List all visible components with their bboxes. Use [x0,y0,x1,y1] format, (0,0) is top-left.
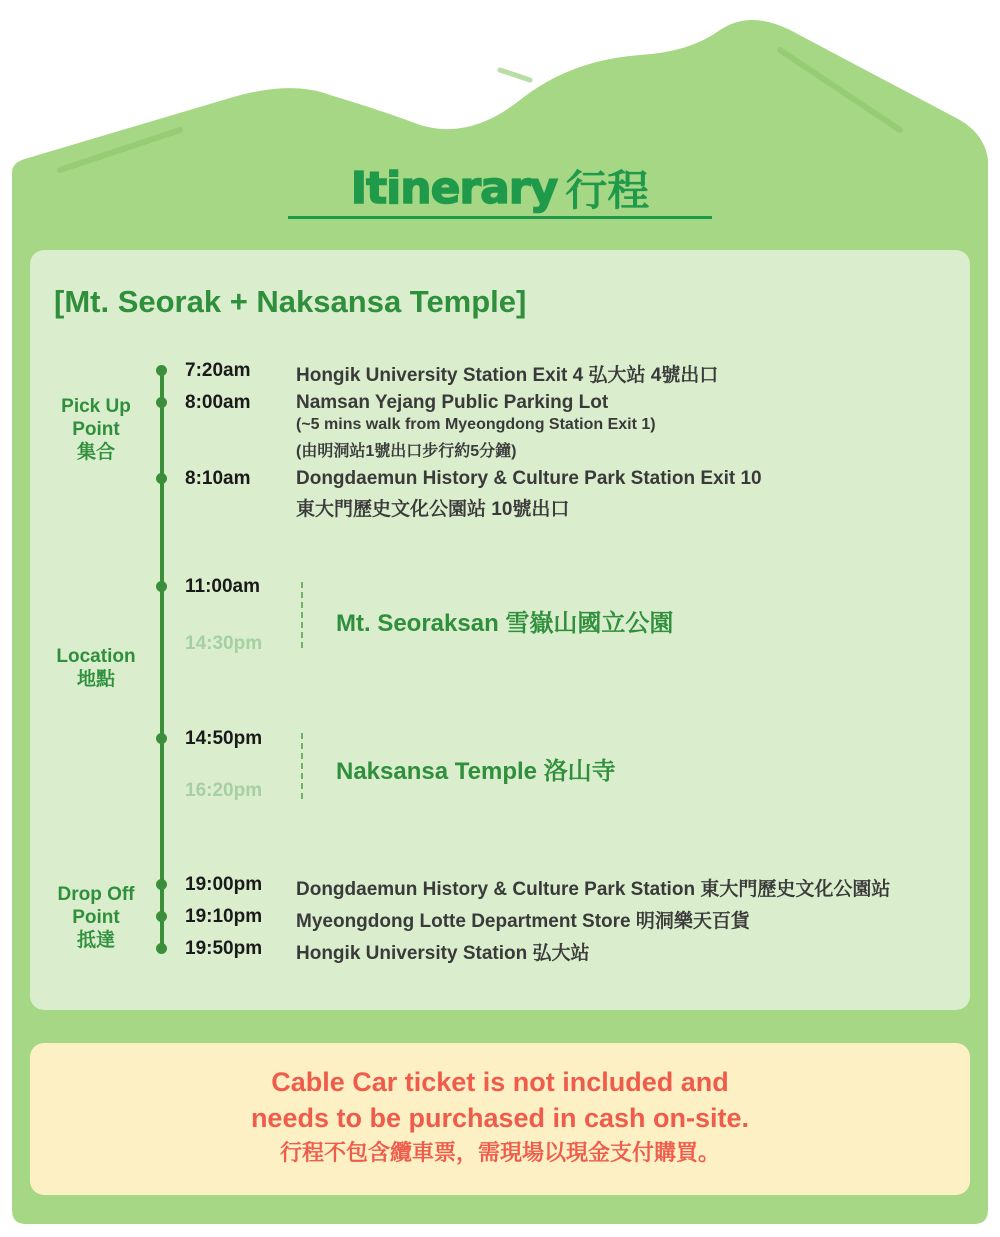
dropoff-desc: Hongik University Station 弘大站 [296,943,590,964]
timeline-dot [156,911,167,922]
location-name: Naksansa Temple 洛山寺 [336,758,616,785]
itinerary-title [288,158,712,224]
title-underline [288,216,712,219]
dropoff-desc: Dongdaemun History & Culture Park Station 東大門歷史文化公園站 [296,879,891,900]
notice-line-1: Cable Car ticket is not included and [271,1067,729,1097]
location-name: Mt. Seoraksan 雪嶽山國立公園 [336,610,674,637]
dropoff-label-line: Drop Off [57,884,135,905]
location-end-time: 16:20pm [185,780,263,801]
notice-line-cn: 行程不包含纜車票，需現場以現金支付購買。 [279,1140,720,1165]
timeline-dot [156,879,167,890]
pickup-label-line: Pick Up [61,396,131,417]
timeline-line [160,368,164,952]
dropoff-desc: Myeongdong Lotte Department Store 明洞樂天百貨 [296,911,750,932]
timeline-dot [156,581,167,592]
timeline-dot [156,473,167,484]
notice-line-2: needs to be purchased in cash on-site. [250,1103,750,1133]
dropoff-time: 19:00pm [185,874,263,895]
pickup-time: 7:20am [185,360,251,381]
pickup-label [41,395,151,464]
tour-title: [Mt. Seorak + Naksansa Temple] [54,284,527,319]
timeline-dot [156,397,167,408]
location-label-line: Location [56,646,136,667]
pickup-desc: Dongdaemun History & Culture Park Station Exit 10 [296,468,762,489]
timeline-dot [156,943,167,954]
title-cn: 行程 [565,166,650,215]
location-start-time: 14:50pm [185,728,263,749]
dropoff-label-line: Point [72,907,120,928]
pickup-time: 8:10am [185,468,251,489]
location-label-line: 地點 [76,669,115,690]
cable-car-notice [30,1043,970,1195]
location-start-time: 11:00am [185,576,261,597]
pickup-desc-note: (~5 mins walk from Myeongdong Station Exit 1) [296,416,656,433]
dropoff-time: 19:50pm [185,938,263,959]
timeline-dot [156,733,167,744]
pickup-time: 8:00am [185,392,251,413]
location-end-time: 14:30pm [185,633,263,654]
location-label [41,645,151,691]
pickup-label-line: 集合 [76,442,115,463]
location-dash [301,733,303,799]
pickup-desc: 東大門歷史文化公園站 10號出口 [296,499,570,520]
location-dash [301,582,303,648]
pickup-desc: Namsan Yejang Public Parking Lot [296,392,609,413]
pickup-desc-note: (由明洞站1號出口步行約5分鐘) [296,443,517,460]
pickup-desc: Hongik University Station Exit 4 弘大站 4號出口 [296,365,719,386]
dropoff-label [41,883,151,952]
dropoff-label-line: 抵達 [76,930,115,951]
timeline-dot [156,365,167,376]
dropoff-time: 19:10pm [185,906,263,927]
pickup-label-line: Point [72,419,120,440]
title-main: Itinerary [350,162,558,214]
